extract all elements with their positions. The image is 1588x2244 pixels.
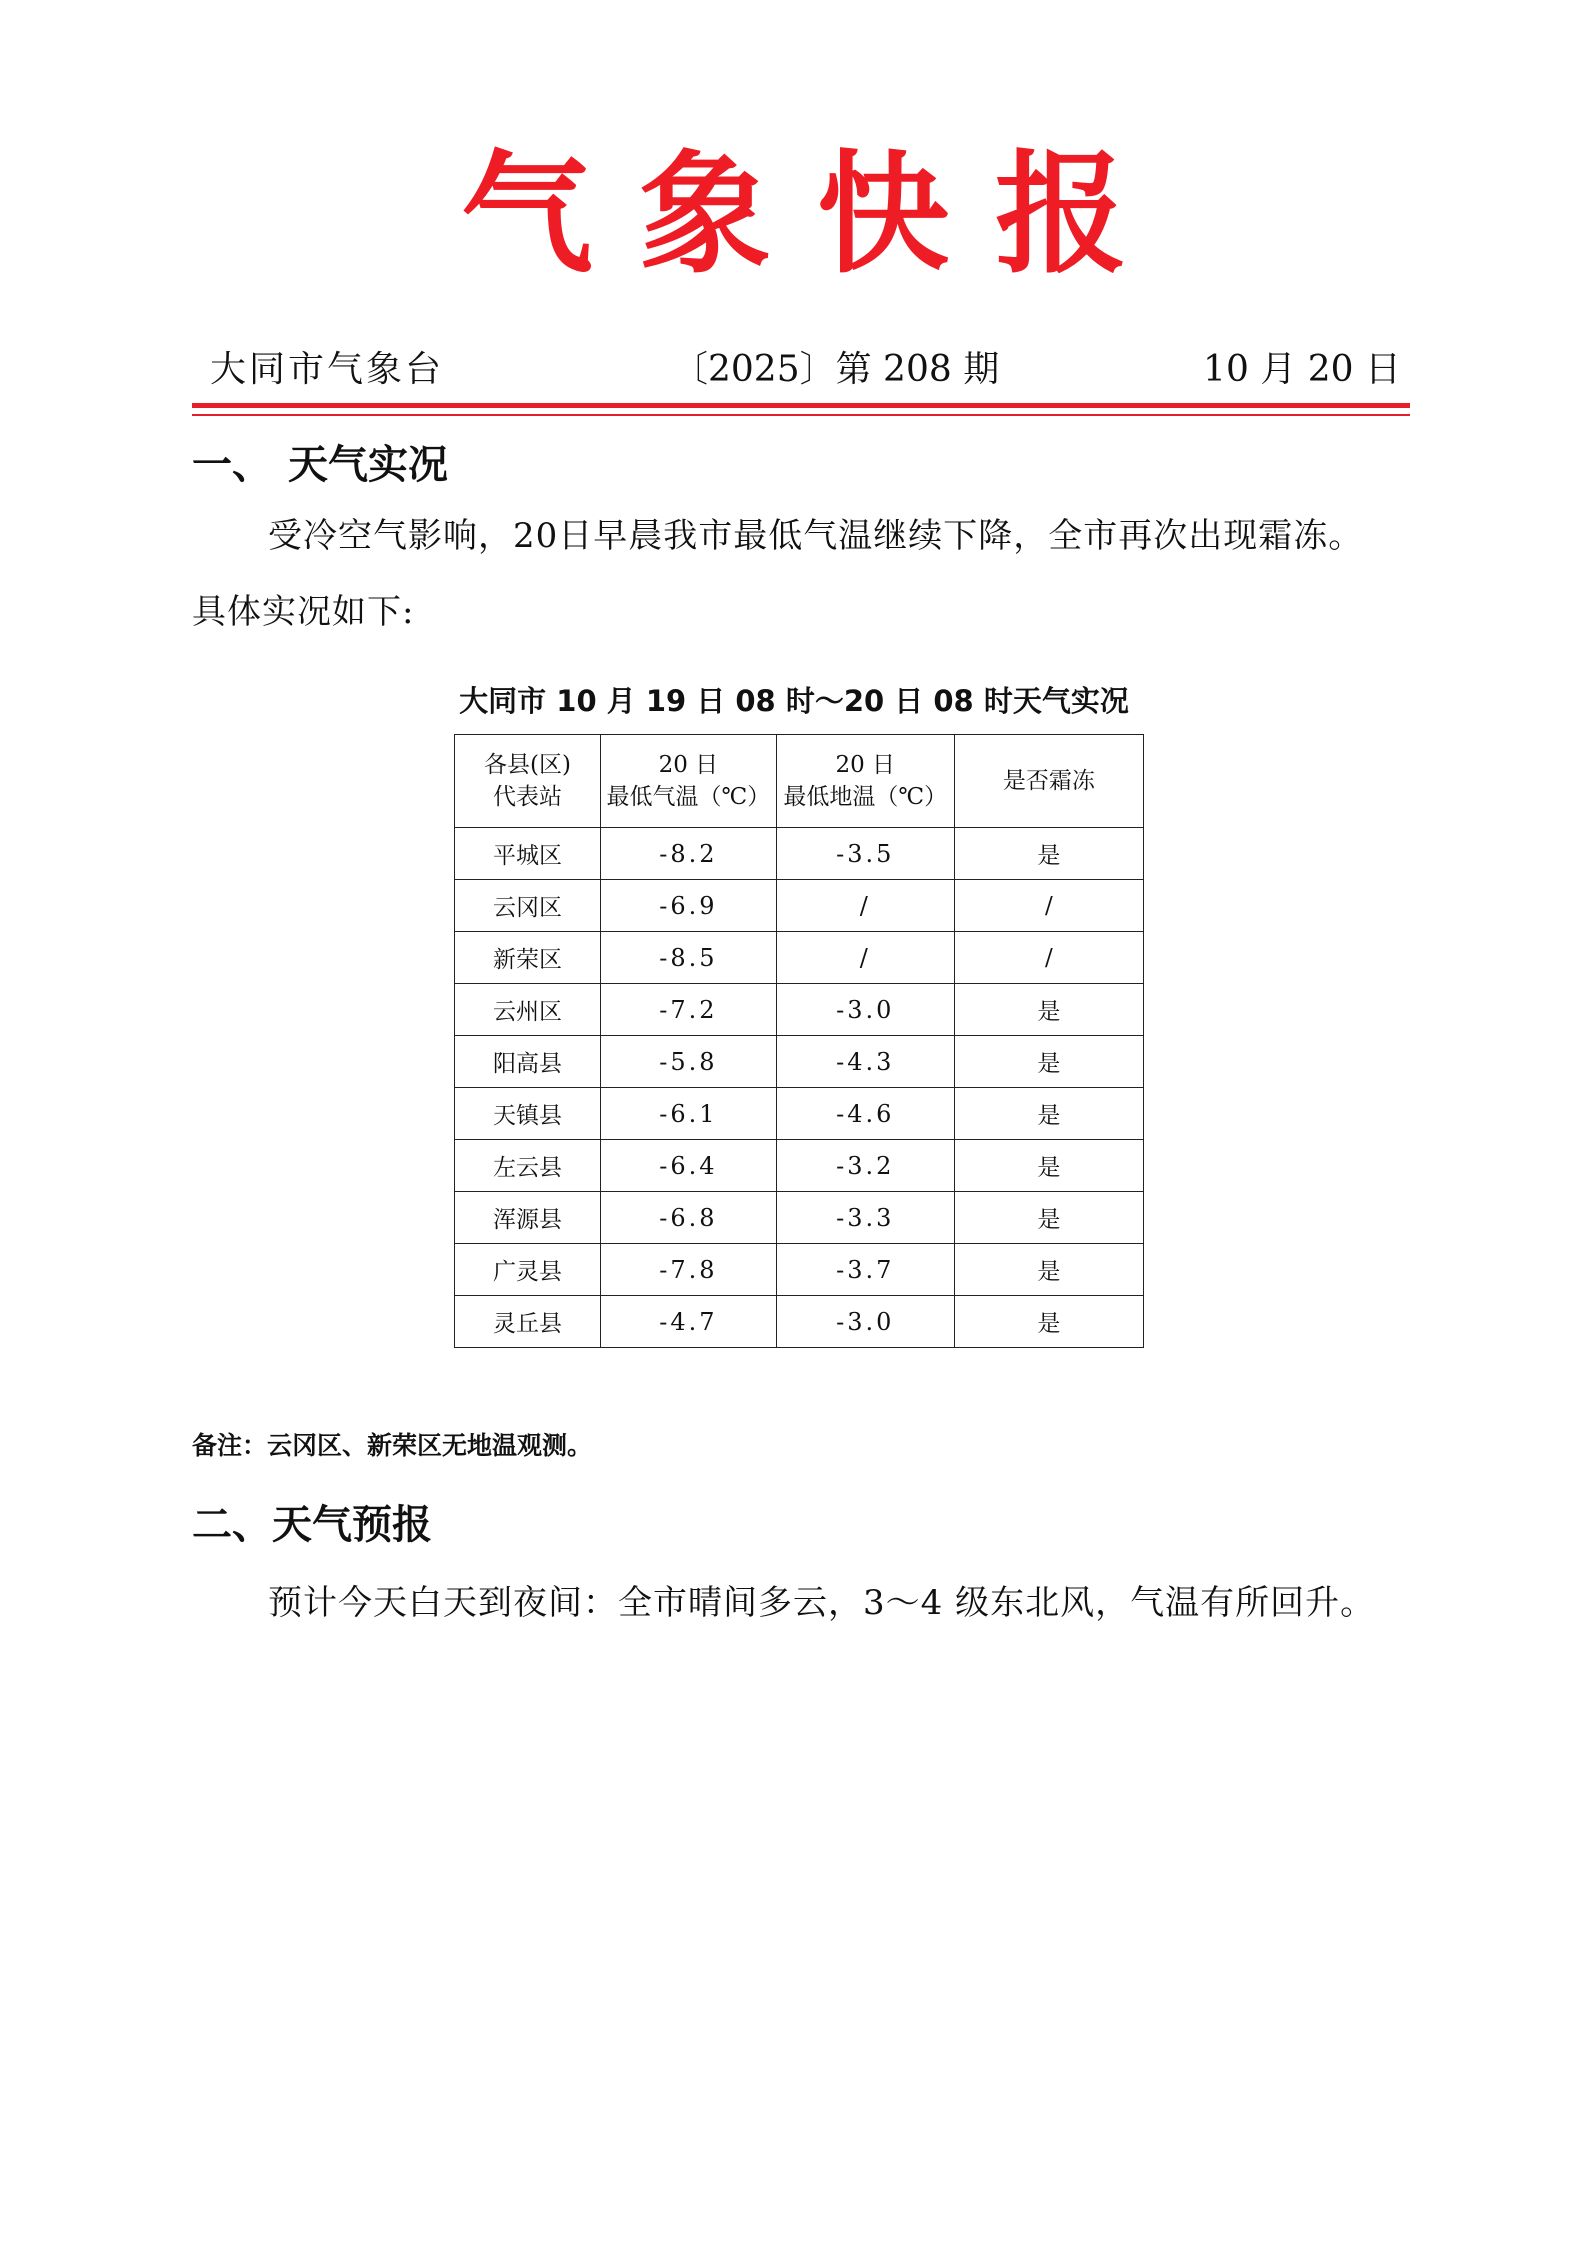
header-rule-thin [192,414,1410,416]
cell-min-air: -7.2 [600,984,776,1036]
header-line: 是否霜冻 [1002,768,1095,794]
cell-min-ground: -3.3 [776,1192,954,1244]
cell-min-air: -8.2 [600,828,776,880]
table-row [455,932,1144,984]
cell-station: 广灵县 [455,1244,601,1296]
header-frost [954,735,1143,828]
cell-station: 云州区 [455,984,601,1036]
table-row [455,984,1144,1036]
cell-station: 阳高县 [455,1036,601,1088]
cell-station: 天镇县 [455,1088,601,1140]
header-line: 20 日 [835,752,896,778]
section-number: 一、 [192,442,272,488]
table-row [455,828,1144,880]
cell-station: 新荣区 [455,932,601,984]
header-line: 最低气温（℃） [606,784,771,810]
cell-station: 云冈区 [455,880,601,932]
cell-min-air: -6.4 [600,1140,776,1192]
header-line: 最低地温（℃） [783,784,948,810]
issuer: 大同市气象台 [210,349,445,390]
cell-frost: / [954,880,1143,932]
cell-min-air: -6.8 [600,1192,776,1244]
cell-min-air: -4.7 [600,1296,776,1348]
observation-table [454,734,1144,1348]
header-rule-thick [192,403,1410,408]
table-header-row [455,735,1144,828]
header-station [455,735,601,828]
table-row [455,1244,1144,1296]
cell-frost: 是 [954,828,1143,880]
table-footnote: 备注：云冈区、新荣区无地温观测。 [192,1431,593,1460]
cell-frost: / [954,932,1143,984]
cell-min-air: -6.9 [600,880,776,932]
masthead-title: 气象快报 [461,137,1173,292]
header-line: 代表站 [492,784,562,810]
cell-min-ground: -4.6 [776,1088,954,1140]
cell-min-ground: -3.0 [776,984,954,1036]
forecast-paragraph: 预计今天白天到夜间：全市晴间多云，3～4 级东北风，气温有所回升。 [268,1583,1376,1623]
cell-min-ground: -4.3 [776,1036,954,1088]
header-min-ground-temp [776,735,954,828]
cell-frost: 是 [954,1244,1143,1296]
issue-number: 〔2025〕第 208 期 [672,349,1000,390]
cell-min-air: -5.8 [600,1036,776,1088]
table-row [455,1036,1144,1088]
cell-station: 左云县 [455,1140,601,1192]
issue-date: 10 月 20 日 [1203,349,1401,390]
cell-station: 平城区 [455,828,601,880]
table-row [455,880,1144,932]
table-title: 大同市 10 月 19 日 08 时～20 日 08 时天气实况 [459,684,1129,718]
cell-frost: 是 [954,1192,1143,1244]
table-row [455,1296,1144,1348]
cell-frost: 是 [954,1088,1143,1140]
section-title: 天气实况 [288,442,448,488]
cell-min-air: -7.8 [600,1244,776,1296]
cell-min-ground: -3.0 [776,1296,954,1348]
table-row [455,1192,1144,1244]
cell-min-ground: -3.7 [776,1244,954,1296]
cell-min-ground: -3.5 [776,828,954,880]
cell-min-ground: / [776,880,954,932]
cell-frost: 是 [954,1140,1143,1192]
observation-paragraph-continued: 具体实况如下: [192,592,415,632]
table-row [455,1088,1144,1140]
cell-min-air: -8.5 [600,932,776,984]
header-line: 各县(区) [483,752,571,778]
table-row [455,1140,1144,1192]
cell-frost: 是 [954,1036,1143,1088]
observation-paragraph: 受冷空气影响，20日早晨我市最低气温继续下降，全市再次出现霜冻。 [268,516,1364,556]
cell-min-ground: -3.2 [776,1140,954,1192]
header-line: 20 日 [658,752,719,778]
cell-frost: 是 [954,984,1143,1036]
cell-frost: 是 [954,1296,1143,1348]
section-heading-forecast: 二、天气预报 [192,1502,432,1548]
cell-station: 灵丘县 [455,1296,601,1348]
header-min-air-temp [600,735,776,828]
cell-station: 浑源县 [455,1192,601,1244]
cell-min-air: -6.1 [600,1088,776,1140]
cell-min-ground: / [776,932,954,984]
